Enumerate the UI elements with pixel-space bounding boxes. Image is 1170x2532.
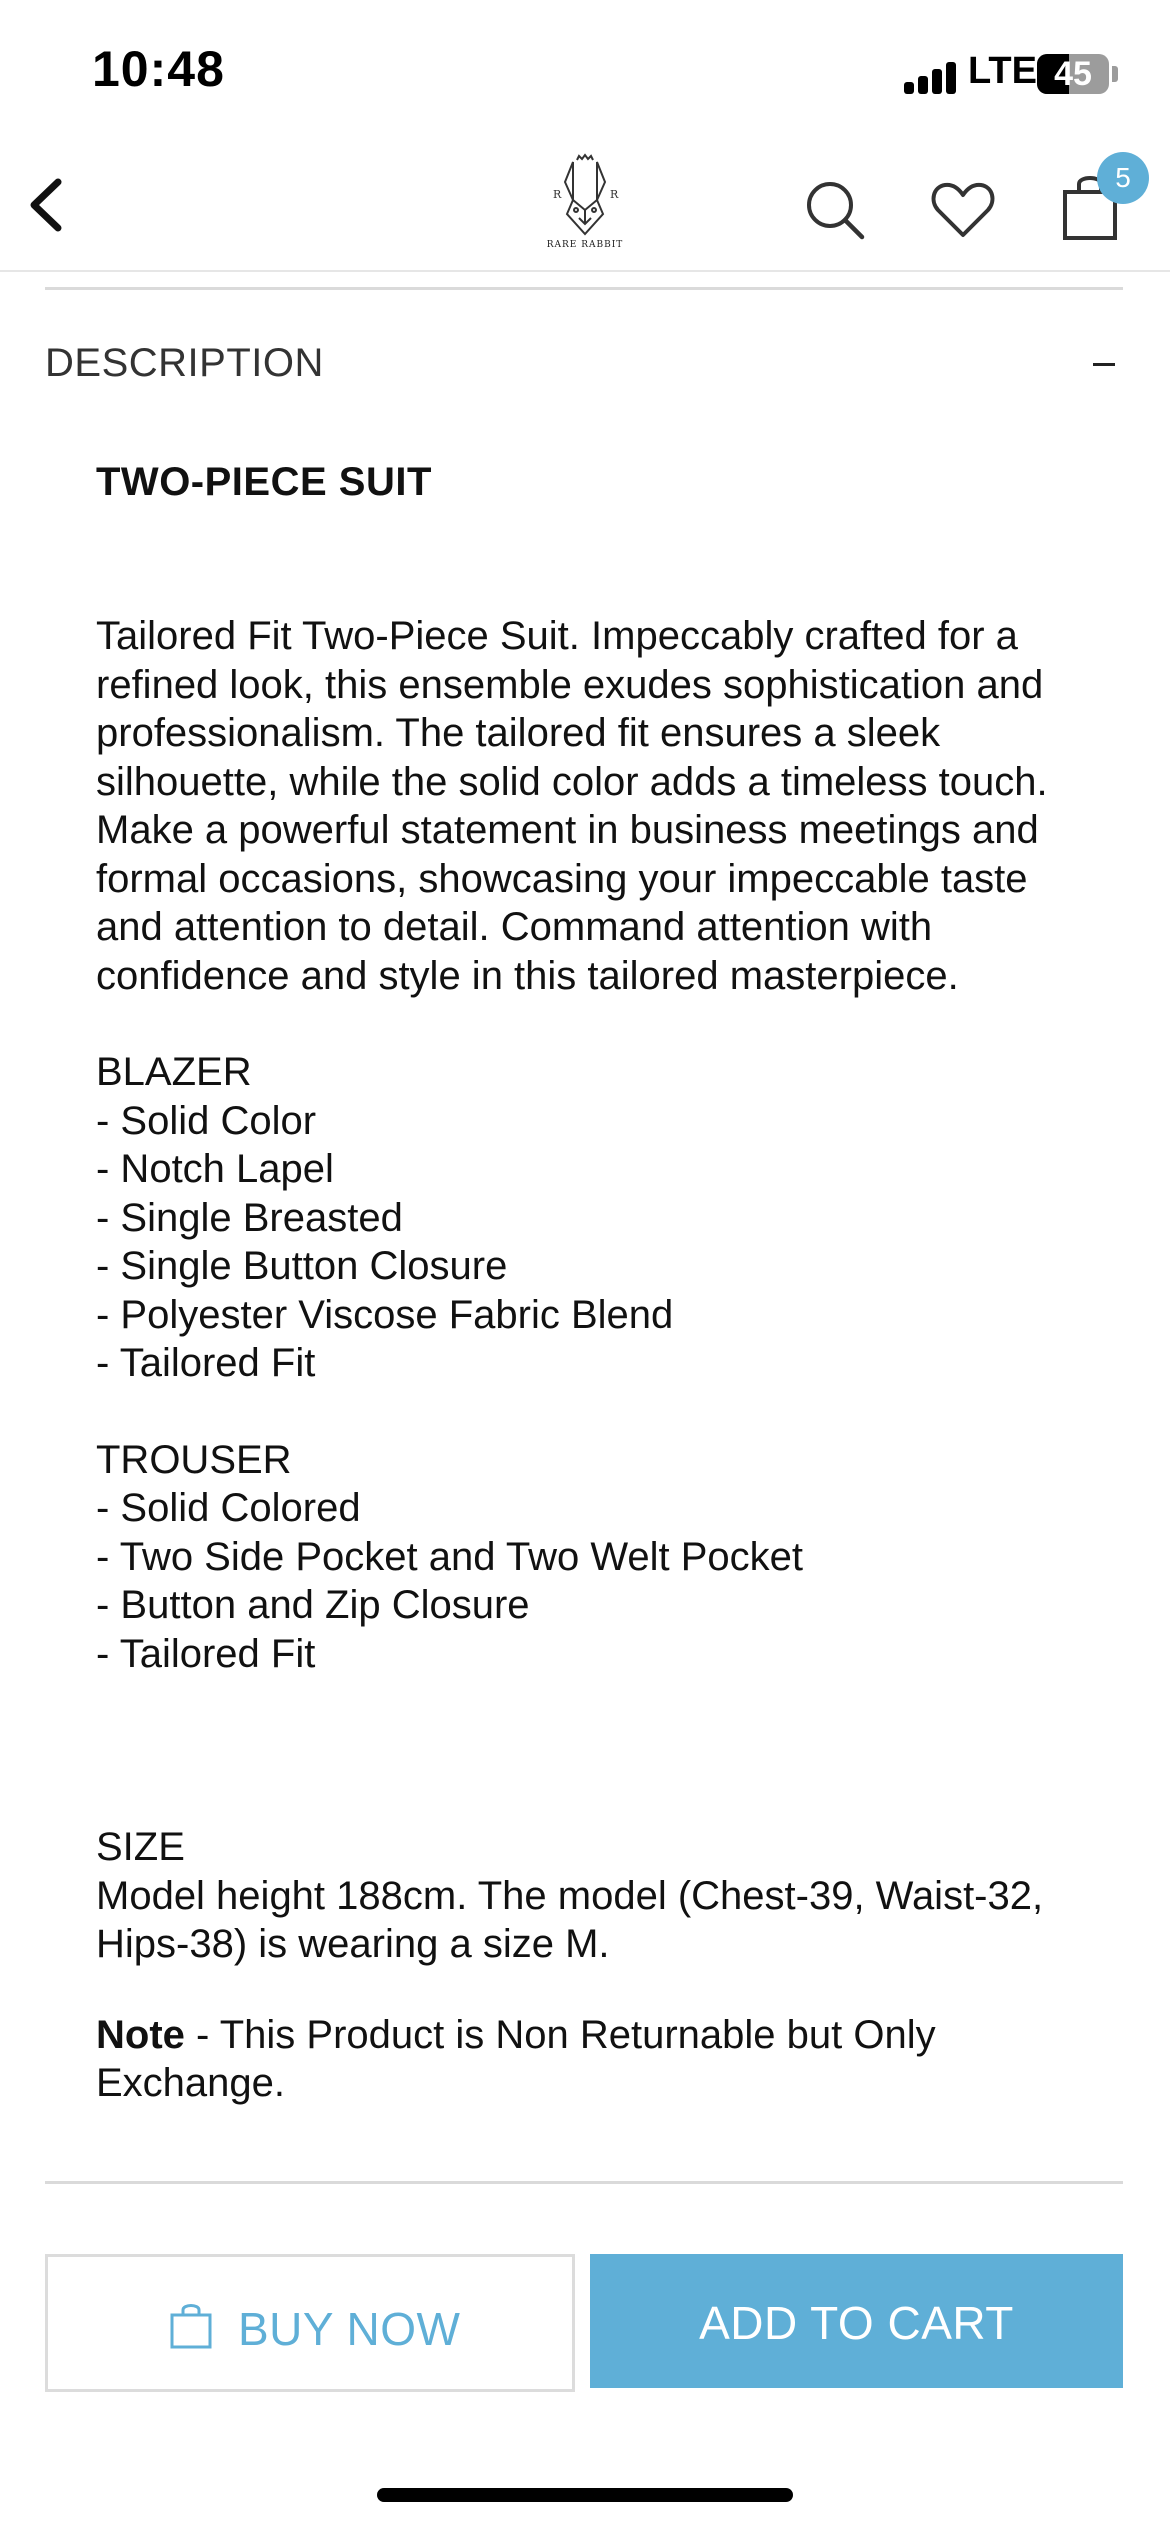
- status-time: 10:48: [92, 41, 225, 97]
- svg-text:R: R: [553, 188, 562, 201]
- brand-logo-text: RARE RABBIT: [546, 240, 624, 250]
- add-to-cart-button[interactable]: [590, 2254, 1123, 2388]
- list-item: - Tailored Fit: [96, 1341, 316, 1385]
- status-bar: [0, 0, 1170, 140]
- product-blurb: Tailored Fit Two-Piece Suit. Impeccably crafted for a refined look, this ensemble exudes sophistication and professionalism. The tailored fit ensures a sleek silhouette, while the solid color adds a timeless touch. Make a powerful statement in business meetings and formal occasions, showcasing your impeccable taste and attention to detail. Command attention with confidence and style in this tailored masterpiece.: [96, 614, 1048, 998]
- trouser-section: [96, 1436, 1096, 1679]
- brand-logo[interactable]: [535, 152, 635, 260]
- size-text: Model height 188cm. The model (Chest-39, Waist-32, Hips-38) is wearing a size M.: [96, 1873, 1044, 1966]
- battery-cap: [1112, 66, 1118, 82]
- blazer-section: [96, 1048, 1096, 1388]
- minus-icon[interactable]: [1093, 363, 1115, 366]
- rabbit-logo-icon: [535, 152, 635, 240]
- return-note: [96, 2011, 1096, 2108]
- back-button[interactable]: [14, 170, 84, 240]
- list-item: - Tailored Fit: [96, 1631, 316, 1676]
- description-accordion-header[interactable]: [45, 335, 1123, 395]
- size-section: [96, 1823, 1096, 1969]
- battery-level: 45: [1054, 55, 1092, 93]
- size-heading: SIZE: [96, 1825, 185, 1869]
- blazer-heading: BLAZER: [96, 1050, 252, 1094]
- search-icon: [800, 175, 870, 245]
- heart-icon: [928, 175, 998, 245]
- nav-bar: [0, 140, 1170, 272]
- battery-icon: [1037, 54, 1109, 94]
- list-item: - Button and Zip Closure: [96, 1583, 530, 1627]
- description-heading: DESCRIPTION: [45, 341, 324, 385]
- chevron-left-icon: [14, 170, 84, 240]
- svg-text:R: R: [610, 188, 619, 201]
- product-title: TWO-PIECE SUIT: [96, 460, 432, 504]
- blazer-features: [96, 1097, 1096, 1388]
- list-item: - Solid Color: [96, 1098, 317, 1143]
- trouser-heading: TROUSER: [96, 1437, 292, 1482]
- trouser-features: [96, 1484, 1096, 1678]
- list-item: - Notch Lapel: [96, 1147, 334, 1191]
- cart-count-badge: 5: [1097, 152, 1149, 204]
- note-label: Note: [96, 2012, 185, 2057]
- home-indicator[interactable]: [377, 2488, 793, 2502]
- signal-icon: [904, 62, 958, 94]
- description-content: [96, 460, 1096, 2108]
- add-to-cart-label: ADD TO CART: [699, 2297, 1014, 2349]
- buy-now-button[interactable]: [45, 2254, 575, 2392]
- list-item: - Two Side Pocket and Two Welt Pocket: [96, 1534, 804, 1579]
- note-text: - This Product is Non Returnable but Only Exchange.: [96, 2012, 936, 2105]
- bottom-divider: [45, 2181, 1123, 2184]
- buy-now-label: BUY NOW: [238, 2303, 461, 2355]
- wishlist-button[interactable]: [928, 175, 998, 245]
- top-divider: [45, 287, 1123, 290]
- list-item: - Single Breasted: [96, 1195, 403, 1240]
- list-item: - Single Button Closure: [96, 1244, 508, 1288]
- search-button[interactable]: [800, 175, 870, 245]
- list-item: - Solid Colored: [96, 1486, 361, 1530]
- shopping-bag-icon: [168, 2301, 214, 2351]
- network-label: LTE: [968, 50, 1037, 92]
- list-item: - Polyester Viscose Fabric Blend: [96, 1292, 674, 1337]
